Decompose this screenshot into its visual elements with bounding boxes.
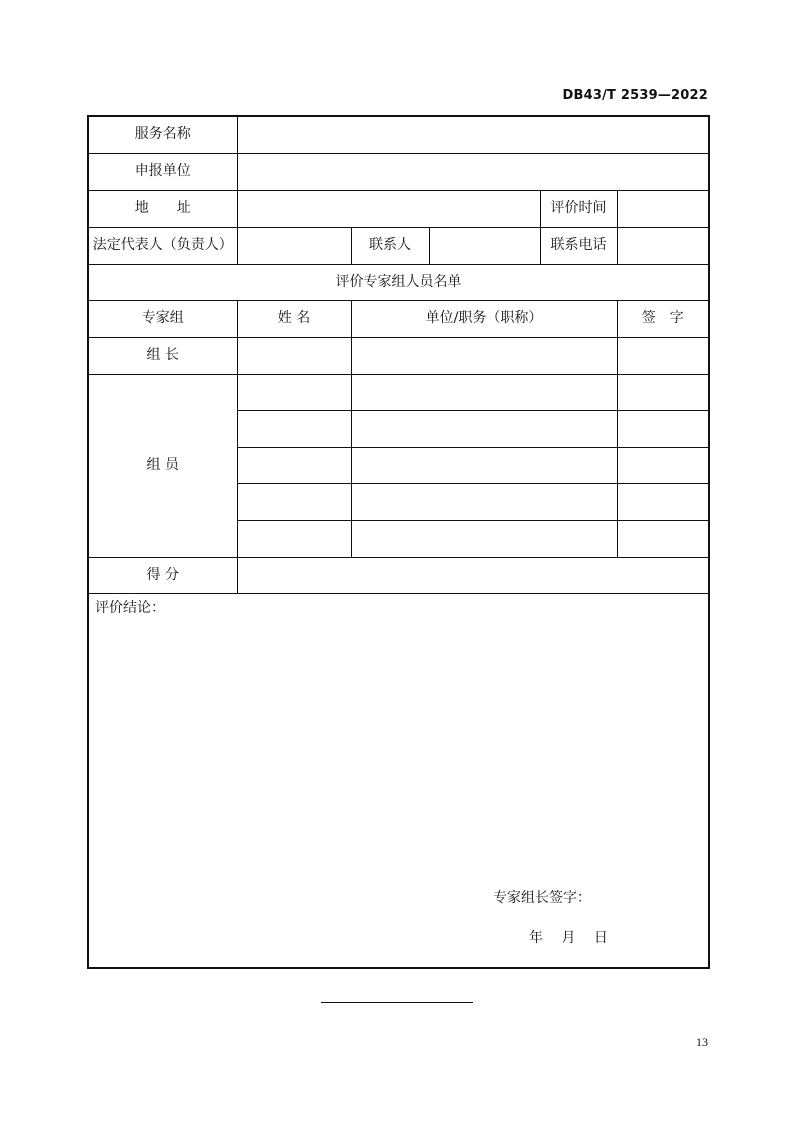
date-label: 年 月 日 [529,929,608,946]
contact-person-label: 联系人 [351,227,429,264]
leader-name-field[interactable] [237,337,351,374]
contact-phone-label: 联系电话 [540,227,617,264]
leader-signature-label: 专家组长签字： [493,889,591,906]
leader-label: 组 长 [88,337,237,374]
conclusion-area[interactable] [88,593,709,968]
document-code: DB43/T 2539—2022 [562,88,708,103]
legal-rep-field[interactable] [237,227,351,264]
footer-rule [321,1002,473,1003]
expert-list-title: 评价专家组人员名单 [88,264,709,300]
leader-unit-field[interactable] [351,337,617,374]
contact-person-field[interactable] [429,227,540,264]
conclusion-label: 评价结论： [95,599,165,616]
page-number: 13 [696,1035,708,1049]
members-label: 组 员 [88,374,237,557]
address-field[interactable] [237,190,540,227]
col-header-group: 专家组 [88,300,237,337]
member-sign-field[interactable] [617,447,709,483]
member-name-field[interactable] [237,374,351,410]
service-name-label: 服务名称 [88,116,237,153]
member-sign-field[interactable] [617,410,709,447]
member-name-field[interactable] [237,483,351,520]
evaluation-form [87,115,710,969]
member-name-field[interactable] [237,447,351,483]
applicant-unit-label: 申报单位 [88,153,237,190]
member-name-field[interactable] [237,520,351,557]
member-name-field[interactable] [237,410,351,447]
col-header-unit: 单位/职务（职称） [351,300,617,337]
leader-sign-field[interactable] [617,337,709,374]
member-unit-field[interactable] [351,410,617,447]
member-unit-field[interactable] [351,520,617,557]
legal-rep-label: 法定代表人（负责人） [88,227,237,264]
member-sign-field[interactable] [617,374,709,410]
applicant-unit-field[interactable] [237,153,709,190]
member-unit-field[interactable] [351,374,617,410]
contact-phone-field[interactable] [617,227,709,264]
score-field[interactable] [237,557,709,593]
member-unit-field[interactable] [351,483,617,520]
score-label: 得 分 [88,557,237,593]
eval-time-field[interactable] [617,190,709,227]
service-name-field[interactable] [237,116,709,153]
member-unit-field[interactable] [351,447,617,483]
col-header-sign: 签 字 [617,300,709,337]
eval-time-label: 评价时间 [540,190,617,227]
member-sign-field[interactable] [617,483,709,520]
col-header-name: 姓 名 [237,300,351,337]
member-sign-field[interactable] [617,520,709,557]
address-label: 地 址 [88,190,237,227]
